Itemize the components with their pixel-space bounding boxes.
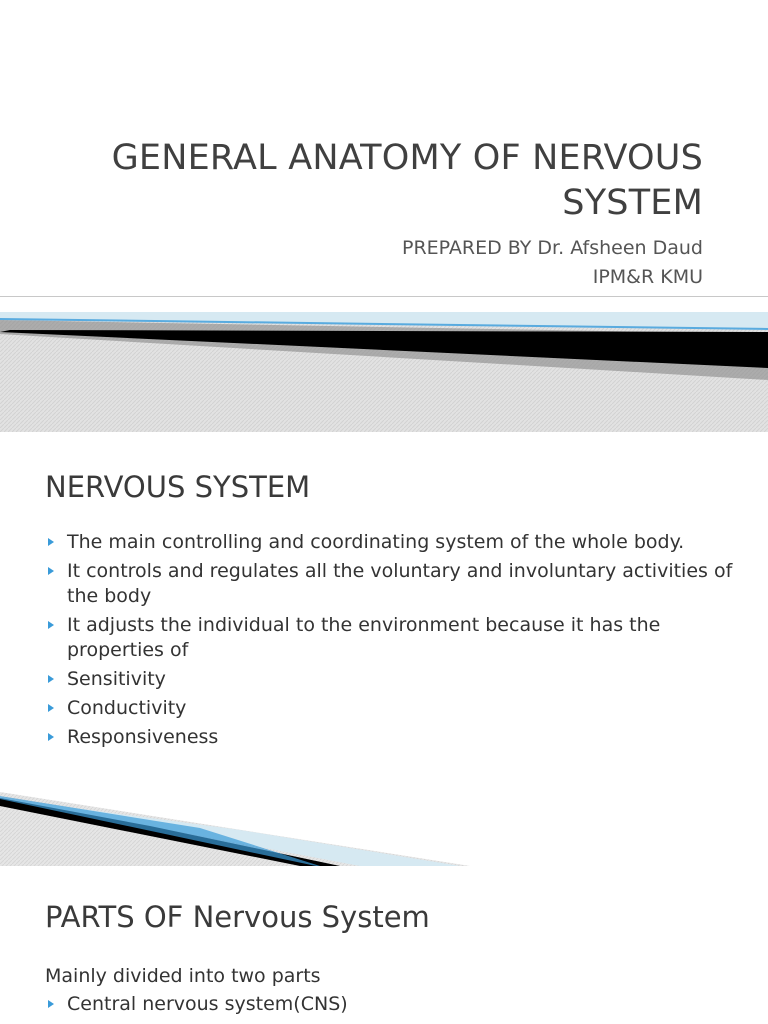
title-line-2: SYSTEM: [562, 183, 703, 223]
list-item-text: Conductivity: [67, 697, 187, 719]
swoosh-texture: [0, 792, 470, 866]
list-item: [45, 696, 735, 721]
parts-slide: [0, 866, 768, 1024]
triangle-bullet-icon: [48, 733, 54, 741]
slide-heading: PARTS OF Nervous System: [45, 900, 430, 934]
triangle-bullet-icon: [48, 1000, 54, 1008]
list-item: [45, 667, 735, 692]
subtitle-institution: IPM&R KMU: [592, 266, 703, 288]
triangle-bullet-icon: [48, 567, 54, 575]
title-block: [112, 136, 703, 292]
list-item: [45, 992, 735, 1017]
bullet-list: [45, 530, 735, 754]
slide-subtitle: [112, 234, 703, 292]
bottom-swoosh: [0, 792, 768, 866]
triangle-bullet-icon: [48, 704, 54, 712]
list-item-text: The main controlling and coordinating system of the whole body.: [67, 531, 685, 553]
title-slide: [0, 0, 768, 432]
triangle-bullet-icon: [48, 675, 54, 683]
list-item-text: Sensitivity: [67, 668, 166, 690]
list-item: [45, 530, 735, 555]
list-item-text: It adjusts the individual to the environment because it has the properties of: [67, 614, 661, 661]
slide-title: [112, 136, 703, 226]
decorative-band: [0, 312, 768, 432]
intro-text: Mainly divided into two parts: [45, 965, 321, 987]
title-line-1: GENERAL ANATOMY OF NERVOUS: [111, 138, 703, 178]
bullet-list: [45, 992, 735, 1021]
list-item-text: It controls and regulates all the voluntary and involuntary activities of the body: [67, 560, 733, 607]
list-item-text: Responsiveness: [67, 726, 219, 748]
list-item: [45, 559, 735, 609]
nervous-system-slide: [0, 432, 768, 866]
list-item-text: Central nervous system(CNS): [67, 993, 348, 1015]
list-item: [45, 725, 735, 750]
subtitle-author: PREPARED BY Dr. Afsheen Daud: [402, 237, 703, 259]
list-item: [45, 613, 735, 663]
triangle-bullet-icon: [48, 538, 54, 546]
slide-heading: NERVOUS SYSTEM: [45, 470, 311, 504]
triangle-bullet-icon: [48, 621, 54, 629]
divider-line: [0, 296, 768, 297]
